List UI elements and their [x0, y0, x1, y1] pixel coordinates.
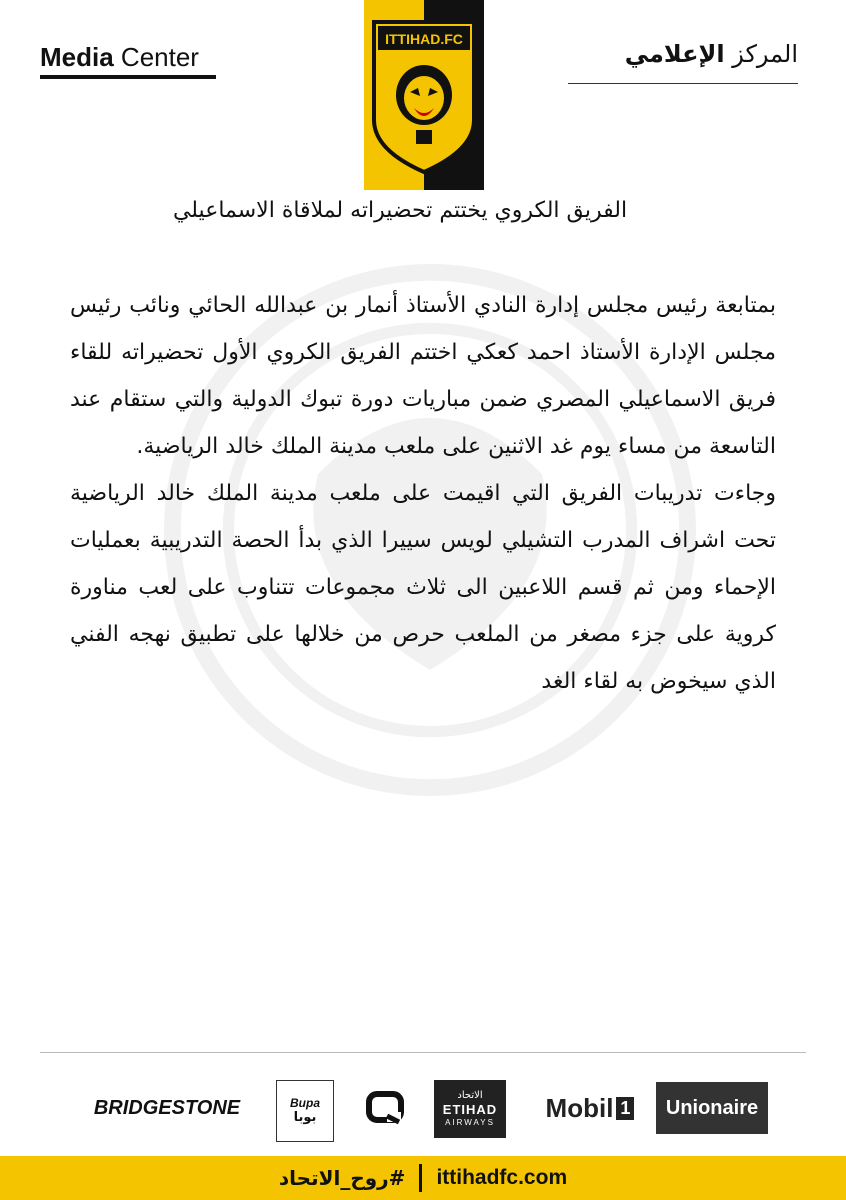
club-logo-icon [364, 0, 484, 190]
article-title: الفريق الكروي يختتم تحضيراته لملاقاة الاسماعيلي [172, 198, 628, 223]
footer-separator [419, 1164, 422, 1192]
bupa-logo: Bupa بوبا [276, 1080, 334, 1142]
bridgestone-logo: BRIDGESTONE [93, 1096, 241, 1119]
unionaire-logo: Unionaire [656, 1082, 768, 1134]
etihad-airways-logo: الاتحاد ETIHAD AIRWAYS [434, 1080, 506, 1138]
footer-website-link[interactable]: ittihadfc.com [436, 1166, 568, 1189]
article-body [70, 282, 776, 705]
footer-bar [0, 1156, 846, 1200]
header-underline-left [40, 75, 216, 79]
sponsor-strip [70, 1078, 780, 1138]
sponsor-divider [40, 1052, 806, 1053]
crest-text: ITTIHAD.FC [385, 31, 463, 47]
article-paragraph: وجاءت تدريبات الفريق التي اقيمت على ملعب مدينة الملك خالد الرياضية تحت اشراف المدرب التشيلي لويس سييرا الذي بدأ الحصة التدريبية بعمليات الإحماء ومن ثم قسم اللاعبين الى ثلاث مجموعات تتناوب على لعب مناورة كروية على جزء مصغر من الملعب حرص من خلالها على تطبيق نهجه الفني الذي سيخوض به لقاء الغد [70, 481, 776, 694]
media-center-arabic-label: المركز الإعلامي [568, 40, 798, 68]
footer-hashtag: #روح_الاتحاد [278, 1166, 406, 1190]
mobily-logo-icon [362, 1078, 408, 1138]
ittihad-crest [364, 0, 484, 190]
header-underline-right [568, 83, 798, 84]
article-paragraph: بمتابعة رئيس مجلس إدارة النادي الأستاذ أنمار بن عبدالله الحائي ونائب رئيس مجلس الإدارة الأستاذ احمد كعكي اختتم الفريق الكروي الأول تحضيراته للقاء فريق الاسماعيلي المصري ضمن مباريات دورة تبوك الدولية والتي ستقام عند التاسعة من مساء يوم غد الاثنين على ملعب مدينة الملك خالد الرياضية. [70, 293, 776, 459]
media-center-label: Media Center [40, 42, 216, 73]
mobil1-logo: Mobil 1 [536, 1078, 644, 1138]
